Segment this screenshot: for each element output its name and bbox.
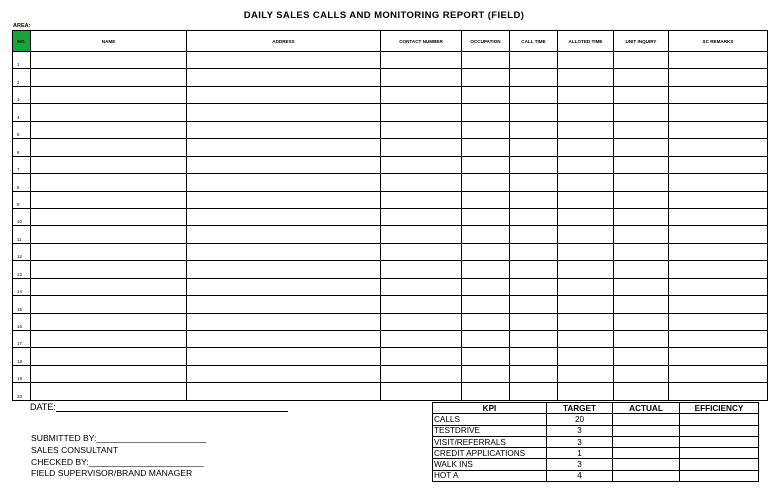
header-contact-number: CONTACT NUMBER bbox=[381, 31, 462, 52]
kpi-header-efficiency: EFFICIENCY bbox=[680, 403, 759, 414]
name-cell[interactable] bbox=[31, 139, 187, 156]
table-row bbox=[13, 243, 768, 260]
occupation-cell[interactable] bbox=[462, 156, 510, 173]
kpi-header-row bbox=[433, 403, 759, 414]
sc-remarks-cell[interactable] bbox=[669, 208, 768, 225]
address-cell[interactable] bbox=[187, 365, 381, 382]
report-title: DAILY SALES CALLS AND MONITORING REPORT (FIELD) bbox=[243, 10, 525, 21]
kpi-row bbox=[433, 425, 759, 436]
table-row bbox=[13, 331, 768, 348]
name-cell[interactable] bbox=[31, 121, 187, 138]
alloted-time-cell[interactable] bbox=[558, 243, 614, 260]
table-header-row bbox=[13, 31, 768, 52]
unit-inquiry-cell[interactable] bbox=[614, 296, 669, 313]
name-cell[interactable] bbox=[31, 208, 187, 225]
kpi-name: HOT A bbox=[433, 470, 547, 481]
call-time-cell[interactable] bbox=[510, 348, 558, 365]
kpi-header-actual: ACTUAL bbox=[613, 403, 680, 414]
contact-number-cell[interactable] bbox=[381, 348, 462, 365]
name-cell[interactable] bbox=[31, 261, 187, 278]
kpi-header-kpi: KPI bbox=[433, 403, 547, 414]
unit-inquiry-cell[interactable] bbox=[614, 156, 669, 173]
row-number: 5 bbox=[13, 121, 31, 138]
occupation-cell[interactable] bbox=[462, 348, 510, 365]
call-time-cell[interactable] bbox=[510, 208, 558, 225]
address-cell[interactable] bbox=[187, 52, 381, 69]
occupation-cell[interactable] bbox=[462, 86, 510, 103]
kpi-target: 20 bbox=[547, 414, 613, 425]
unit-inquiry-cell[interactable] bbox=[614, 86, 669, 103]
kpi-efficiency-cell[interactable] bbox=[680, 459, 759, 470]
occupation-cell[interactable] bbox=[462, 365, 510, 382]
alloted-time-cell[interactable] bbox=[558, 52, 614, 69]
row-number: 13 bbox=[13, 261, 31, 278]
occupation-cell[interactable] bbox=[462, 174, 510, 191]
submitted-by-role: SALES CONSULTANT bbox=[31, 444, 119, 455]
name-cell[interactable] bbox=[31, 86, 187, 103]
header-occupation: OCCUPATION bbox=[462, 31, 510, 52]
date-line[interactable] bbox=[56, 402, 288, 412]
kpi-efficiency-cell[interactable] bbox=[680, 448, 759, 459]
kpi-target: 4 bbox=[547, 470, 613, 481]
sales-calls-table bbox=[12, 30, 768, 401]
call-time-cell[interactable] bbox=[510, 365, 558, 382]
kpi-target: 3 bbox=[547, 425, 613, 436]
name-cell[interactable] bbox=[31, 348, 187, 365]
call-time-cell[interactable] bbox=[510, 139, 558, 156]
row-number: 15 bbox=[13, 296, 31, 313]
kpi-row bbox=[433, 448, 759, 459]
kpi-actual-cell[interactable] bbox=[613, 448, 680, 459]
call-time-cell[interactable] bbox=[510, 104, 558, 121]
occupation-cell[interactable] bbox=[462, 226, 510, 243]
kpi-name: CALLS bbox=[433, 414, 547, 425]
table-row bbox=[13, 104, 768, 121]
table-row bbox=[13, 226, 768, 243]
contact-number-cell[interactable] bbox=[381, 121, 462, 138]
call-time-cell[interactable] bbox=[510, 121, 558, 138]
call-time-cell[interactable] bbox=[510, 278, 558, 295]
sc-remarks-cell[interactable] bbox=[669, 86, 768, 103]
table-row bbox=[13, 69, 768, 86]
contact-number-cell[interactable] bbox=[381, 331, 462, 348]
call-time-cell[interactable] bbox=[510, 69, 558, 86]
table-row bbox=[13, 348, 768, 365]
alloted-time-cell[interactable] bbox=[558, 313, 614, 330]
kpi-header-target: TARGET bbox=[547, 403, 613, 414]
name-cell[interactable] bbox=[31, 52, 187, 69]
address-cell[interactable] bbox=[187, 331, 381, 348]
row-number: 10 bbox=[13, 208, 31, 225]
table-row bbox=[13, 278, 768, 295]
alloted-time-cell[interactable] bbox=[558, 365, 614, 382]
kpi-name: CREDIT APPLICATIONS bbox=[433, 448, 547, 459]
name-cell[interactable] bbox=[31, 383, 187, 400]
sc-remarks-cell[interactable] bbox=[669, 261, 768, 278]
contact-number-cell[interactable] bbox=[381, 104, 462, 121]
contact-number-cell[interactable] bbox=[381, 208, 462, 225]
occupation-cell[interactable] bbox=[462, 383, 510, 400]
row-number: 9 bbox=[13, 191, 31, 208]
contact-number-cell[interactable] bbox=[381, 139, 462, 156]
call-time-cell[interactable] bbox=[510, 156, 558, 173]
call-time-cell[interactable] bbox=[510, 243, 558, 260]
contact-number-cell[interactable] bbox=[381, 313, 462, 330]
unit-inquiry-cell[interactable] bbox=[614, 348, 669, 365]
name-cell[interactable] bbox=[31, 104, 187, 121]
call-time-cell[interactable] bbox=[510, 52, 558, 69]
alloted-time-cell[interactable] bbox=[558, 331, 614, 348]
address-cell[interactable] bbox=[187, 261, 381, 278]
kpi-actual-cell[interactable] bbox=[613, 425, 680, 436]
alloted-time-cell[interactable] bbox=[558, 174, 614, 191]
address-cell[interactable] bbox=[187, 69, 381, 86]
header-alloted-time: ALLOTED TIME bbox=[558, 31, 614, 52]
alloted-time-cell[interactable] bbox=[558, 383, 614, 400]
kpi-target: 3 bbox=[547, 436, 613, 447]
contact-number-cell[interactable] bbox=[381, 69, 462, 86]
unit-inquiry-cell[interactable] bbox=[614, 104, 669, 121]
name-cell[interactable] bbox=[31, 296, 187, 313]
header-address: ADDRESS bbox=[187, 31, 381, 52]
name-cell[interactable] bbox=[31, 191, 187, 208]
address-cell[interactable] bbox=[187, 191, 381, 208]
contact-number-cell[interactable] bbox=[381, 156, 462, 173]
contact-number-cell[interactable] bbox=[381, 226, 462, 243]
kpi-target: 1 bbox=[547, 448, 613, 459]
call-time-cell[interactable] bbox=[510, 191, 558, 208]
name-cell[interactable] bbox=[31, 278, 187, 295]
table-row bbox=[13, 174, 768, 191]
kpi-target: 3 bbox=[547, 459, 613, 470]
address-cell[interactable] bbox=[187, 383, 381, 400]
name-cell[interactable] bbox=[31, 174, 187, 191]
occupation-cell[interactable] bbox=[462, 52, 510, 69]
kpi-actual-cell[interactable] bbox=[613, 414, 680, 425]
header-call-time: CALL TIME bbox=[510, 31, 558, 52]
checked-by-line: CHECKED BY:________________________ bbox=[31, 456, 204, 467]
unit-inquiry-cell[interactable] bbox=[614, 208, 669, 225]
address-cell[interactable] bbox=[187, 208, 381, 225]
kpi-row bbox=[433, 470, 759, 481]
table-row bbox=[13, 261, 768, 278]
unit-inquiry-cell[interactable] bbox=[614, 174, 669, 191]
table-row bbox=[13, 52, 768, 69]
table-row bbox=[13, 86, 768, 103]
row-number: 3 bbox=[13, 86, 31, 103]
address-cell[interactable] bbox=[187, 104, 381, 121]
sc-remarks-cell[interactable] bbox=[669, 156, 768, 173]
table-row bbox=[13, 383, 768, 400]
row-number: 7 bbox=[13, 156, 31, 173]
sc-remarks-cell[interactable] bbox=[669, 296, 768, 313]
address-cell[interactable] bbox=[187, 174, 381, 191]
address-cell[interactable] bbox=[187, 156, 381, 173]
alloted-time-cell[interactable] bbox=[558, 278, 614, 295]
header-no: NO. bbox=[13, 31, 31, 52]
sc-remarks-cell[interactable] bbox=[669, 191, 768, 208]
contact-number-cell[interactable] bbox=[381, 261, 462, 278]
contact-number-cell[interactable] bbox=[381, 278, 462, 295]
table-row bbox=[13, 139, 768, 156]
alloted-time-cell[interactable] bbox=[558, 139, 614, 156]
occupation-cell[interactable] bbox=[462, 104, 510, 121]
alloted-time-cell[interactable] bbox=[558, 69, 614, 86]
unit-inquiry-cell[interactable] bbox=[614, 121, 669, 138]
kpi-efficiency-cell[interactable] bbox=[680, 436, 759, 447]
kpi-efficiency-cell[interactable] bbox=[680, 425, 759, 436]
alloted-time-cell[interactable] bbox=[558, 348, 614, 365]
sc-remarks-cell[interactable] bbox=[669, 69, 768, 86]
alloted-time-cell[interactable] bbox=[558, 191, 614, 208]
contact-number-cell[interactable] bbox=[381, 86, 462, 103]
occupation-cell[interactable] bbox=[462, 69, 510, 86]
sc-remarks-cell[interactable] bbox=[669, 104, 768, 121]
sc-remarks-cell[interactable] bbox=[669, 226, 768, 243]
unit-inquiry-cell[interactable] bbox=[614, 243, 669, 260]
occupation-cell[interactable] bbox=[462, 261, 510, 278]
address-cell[interactable] bbox=[187, 121, 381, 138]
contact-number-cell[interactable] bbox=[381, 365, 462, 382]
date-label: DATE: bbox=[30, 402, 56, 412]
kpi-row bbox=[433, 414, 759, 425]
call-time-cell[interactable] bbox=[510, 331, 558, 348]
sc-remarks-cell[interactable] bbox=[669, 174, 768, 191]
row-number: 2 bbox=[13, 69, 31, 86]
unit-inquiry-cell[interactable] bbox=[614, 261, 669, 278]
submitted-by-line: SUBMITTED BY:_______________________ bbox=[31, 433, 207, 443]
sc-remarks-cell[interactable] bbox=[669, 121, 768, 138]
header-unit-inquiry: UNIT INQUIRY bbox=[614, 31, 669, 52]
occupation-cell[interactable] bbox=[462, 243, 510, 260]
kpi-table bbox=[432, 402, 759, 482]
kpi-row bbox=[433, 436, 759, 447]
contact-number-cell[interactable] bbox=[381, 296, 462, 313]
unit-inquiry-cell[interactable] bbox=[614, 383, 669, 400]
row-number: 18 bbox=[13, 348, 31, 365]
kpi-efficiency-cell[interactable] bbox=[680, 414, 759, 425]
header-name: NAME bbox=[31, 31, 187, 52]
unit-inquiry-cell[interactable] bbox=[614, 365, 669, 382]
contact-number-cell[interactable] bbox=[381, 174, 462, 191]
contact-number-cell[interactable] bbox=[381, 243, 462, 260]
contact-number-cell[interactable] bbox=[381, 191, 462, 208]
unit-inquiry-cell[interactable] bbox=[614, 331, 669, 348]
kpi-row bbox=[433, 459, 759, 470]
call-time-cell[interactable] bbox=[510, 383, 558, 400]
unit-inquiry-cell[interactable] bbox=[614, 278, 669, 295]
table-row bbox=[13, 296, 768, 313]
date-field bbox=[30, 402, 288, 412]
occupation-cell[interactable] bbox=[462, 139, 510, 156]
address-cell[interactable] bbox=[187, 139, 381, 156]
address-cell[interactable] bbox=[187, 243, 381, 260]
row-number: 4 bbox=[13, 104, 31, 121]
sc-remarks-cell[interactable] bbox=[669, 52, 768, 69]
row-number: 17 bbox=[13, 331, 31, 348]
call-time-cell[interactable] bbox=[510, 261, 558, 278]
address-cell[interactable] bbox=[187, 86, 381, 103]
name-cell[interactable] bbox=[31, 365, 187, 382]
row-number: 12 bbox=[13, 243, 31, 260]
kpi-actual-cell[interactable] bbox=[613, 470, 680, 481]
occupation-cell[interactable] bbox=[462, 296, 510, 313]
address-cell[interactable] bbox=[187, 348, 381, 365]
kpi-actual-cell[interactable] bbox=[613, 459, 680, 470]
sc-remarks-cell[interactable] bbox=[669, 278, 768, 295]
unit-inquiry-cell[interactable] bbox=[614, 313, 669, 330]
signature-block bbox=[31, 433, 206, 480]
sc-remarks-cell[interactable] bbox=[669, 139, 768, 156]
contact-number-cell[interactable] bbox=[381, 383, 462, 400]
sc-remarks-cell[interactable] bbox=[669, 331, 768, 348]
occupation-cell[interactable] bbox=[462, 191, 510, 208]
kpi-name: WALK INS bbox=[433, 459, 547, 470]
header-sc-remarks: SC REMARKS bbox=[669, 31, 768, 52]
sc-remarks-cell[interactable] bbox=[669, 313, 768, 330]
call-time-cell[interactable] bbox=[510, 86, 558, 103]
name-cell[interactable] bbox=[31, 331, 187, 348]
name-cell[interactable] bbox=[31, 69, 187, 86]
alloted-time-cell[interactable] bbox=[558, 226, 614, 243]
call-time-cell[interactable] bbox=[510, 174, 558, 191]
address-cell[interactable] bbox=[187, 313, 381, 330]
kpi-name: TESTDRIVE bbox=[433, 425, 547, 436]
occupation-cell[interactable] bbox=[462, 208, 510, 225]
occupation-cell[interactable] bbox=[462, 278, 510, 295]
sc-remarks-cell[interactable] bbox=[669, 243, 768, 260]
unit-inquiry-cell[interactable] bbox=[614, 52, 669, 69]
unit-inquiry-cell[interactable] bbox=[614, 191, 669, 208]
address-cell[interactable] bbox=[187, 226, 381, 243]
table-row bbox=[13, 208, 768, 225]
table-row bbox=[13, 156, 768, 173]
alloted-time-cell[interactable] bbox=[558, 86, 614, 103]
occupation-cell[interactable] bbox=[462, 331, 510, 348]
row-number: 20 bbox=[13, 383, 31, 400]
table-row bbox=[13, 191, 768, 208]
kpi-efficiency-cell[interactable] bbox=[680, 470, 759, 481]
row-number: 11 bbox=[13, 226, 31, 243]
name-cell[interactable] bbox=[31, 313, 187, 330]
row-number: 14 bbox=[13, 278, 31, 295]
alloted-time-cell[interactable] bbox=[558, 208, 614, 225]
alloted-time-cell[interactable] bbox=[558, 104, 614, 121]
name-cell[interactable] bbox=[31, 156, 187, 173]
alloted-time-cell[interactable] bbox=[558, 156, 614, 173]
name-cell[interactable] bbox=[31, 243, 187, 260]
unit-inquiry-cell[interactable] bbox=[614, 226, 669, 243]
area-label: AREA: bbox=[13, 23, 31, 29]
kpi-name: VISIT/REFERRALS bbox=[433, 436, 547, 447]
address-cell[interactable] bbox=[187, 296, 381, 313]
occupation-cell[interactable] bbox=[462, 121, 510, 138]
unit-inquiry-cell[interactable] bbox=[614, 139, 669, 156]
row-number: 8 bbox=[13, 174, 31, 191]
table-row bbox=[13, 313, 768, 330]
checked-by-role: FIELD SUPERVISOR/BRAND MANAGER bbox=[31, 468, 193, 479]
row-number: 1 bbox=[13, 52, 31, 69]
row-number: 16 bbox=[13, 313, 31, 330]
row-number: 6 bbox=[13, 139, 31, 156]
alloted-time-cell[interactable] bbox=[558, 261, 614, 278]
call-time-cell[interactable] bbox=[510, 226, 558, 243]
call-time-cell[interactable] bbox=[510, 313, 558, 330]
name-cell[interactable] bbox=[31, 226, 187, 243]
alloted-time-cell[interactable] bbox=[558, 296, 614, 313]
sc-remarks-cell[interactable] bbox=[669, 383, 768, 400]
row-number: 19 bbox=[13, 365, 31, 382]
contact-number-cell[interactable] bbox=[381, 52, 462, 69]
alloted-time-cell[interactable] bbox=[558, 121, 614, 138]
kpi-actual-cell[interactable] bbox=[613, 436, 680, 447]
unit-inquiry-cell[interactable] bbox=[614, 69, 669, 86]
address-cell[interactable] bbox=[187, 278, 381, 295]
occupation-cell[interactable] bbox=[462, 313, 510, 330]
table-row bbox=[13, 121, 768, 138]
table-row bbox=[13, 365, 768, 382]
sc-remarks-cell[interactable] bbox=[669, 348, 768, 365]
call-time-cell[interactable] bbox=[510, 296, 558, 313]
sc-remarks-cell[interactable] bbox=[669, 365, 768, 382]
